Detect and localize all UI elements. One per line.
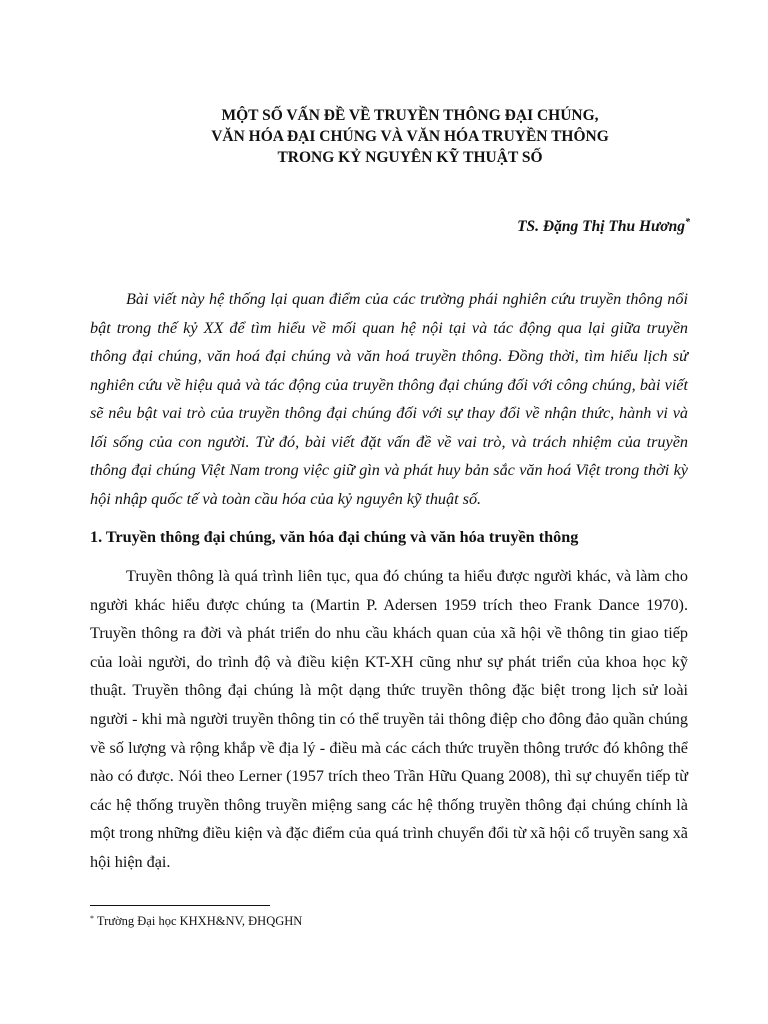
section-heading: 1. Truyền thông đại chúng, văn hóa đại chúng và văn hóa truyền thông bbox=[90, 528, 579, 546]
author-footnote-mark: * bbox=[685, 217, 690, 228]
author-name: TS. Đặng Thị Thu Hương bbox=[517, 218, 685, 235]
title-line-3: TRONG KỶ NGUYÊN KỸ THUẬT SỐ bbox=[277, 149, 543, 166]
abstract-paragraph: Bài viết này hệ thống lại quan điểm của các trường phái nghiên cứu truyền thông nổi bật trong thế kỷ XX để tìm hiểu về mối quan hệ nội tại và tác động qua lại giữa truyền thông đại chúng, văn hoá đại chúng và văn hoá truyền thông. Đồng thời, tìm hiểu lịch sử nghiên cứu về hiệu quả và tác động của truyền thông đại chúng đối với công chúng, bài viết sẽ nêu bật vai trò của truyền thông đại chúng đối với sự thay đổi về nhận thức, hành vi và lối sống của con người. Từ đó, bài viết đặt vấn đề về vai trò, và trách nhiệm của truyền thông đại chúng Việt Nam trong việc giữ gìn và phát huy bản sắc văn hoá Việt trong thời kỳ hội nhập quốc tế và toàn cầu hóa của kỷ nguyên kỹ thuật số. bbox=[90, 290, 688, 508]
body-paragraph: Truyền thông là quá trình liên tục, qua đó chúng ta hiểu được người khác, và làm cho người khác hiểu được chúng ta (Martin P. Adersen 1959 trích theo Frank Dance 1970). Truyền thông ra đời và phát triển do nhu cầu khách quan của xã hội về thông tin giao tiếp của loài người, do trình độ và điều kiện KT-XH cũng như sự phát triển của khoa học kỹ thuật. Truyền thông đại chúng là một dạng thức truyền thông đặc biệt trong lịch sử loài người - khi mà người truyền thông tin có thể truyền tải thông điệp cho đông đảo quần chúng về số lượng và rộng khắp về địa lý - điều mà các cách thức truyền thông trước đó không thể nào có được. Nói theo Lerner (1957 trích theo Trần Hữu Quang 2008), thì sự chuyển tiếp từ các hệ thống truyền thông truyền miệng sang các hệ thống truyền thông đại chúng chính là một trong những điều kiện và đặc điểm của quá trình chuyển đổi từ xã hội cổ truyền sang xã hội hiện đại. bbox=[90, 567, 688, 871]
footnote-divider bbox=[90, 905, 270, 906]
footnote-mark: * bbox=[90, 914, 94, 923]
footnote bbox=[90, 914, 302, 929]
title-line-2: VĂN HÓA ĐẠI CHÚNG VÀ VĂN HÓA TRUYỀN THÔNG bbox=[211, 128, 609, 145]
author-line bbox=[517, 218, 690, 236]
document-title bbox=[90, 105, 730, 168]
title-line-1: MỘT SỐ VẤN ĐỀ VỀ TRUYỀN THÔNG ĐẠI CHÚNG, bbox=[221, 107, 599, 124]
footnote-text: Trường Đại học KHXH&NV, ĐHQGHN bbox=[96, 914, 303, 928]
